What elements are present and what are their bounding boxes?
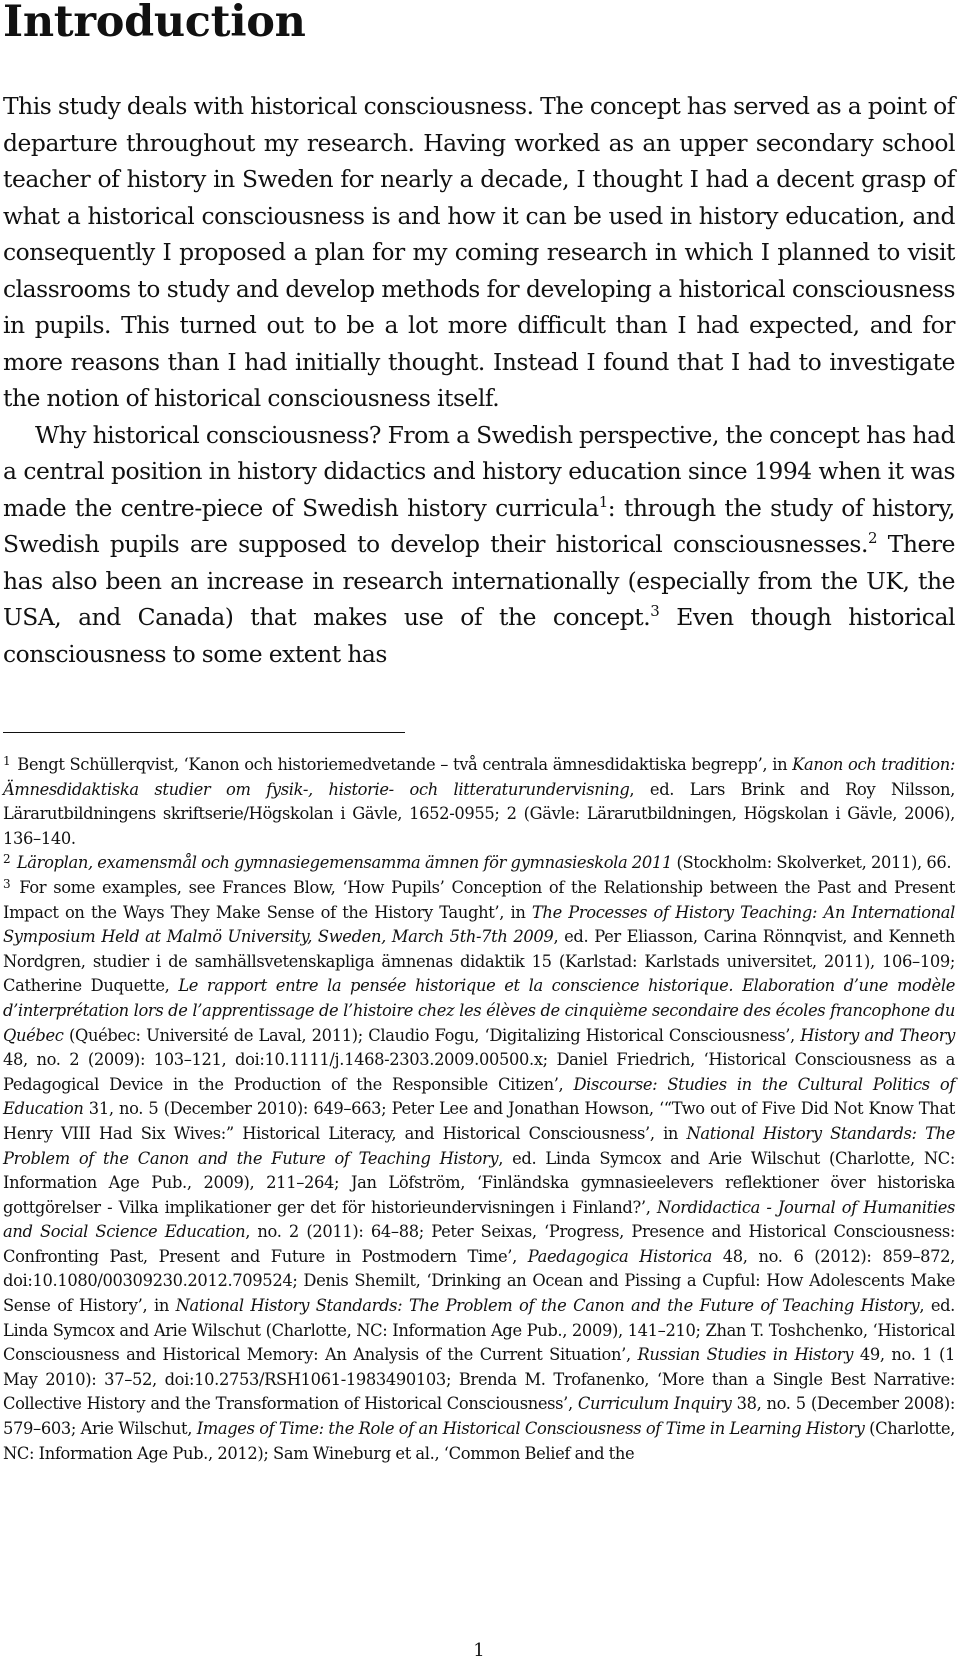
footnote-1	[3, 753, 955, 851]
footnote-reference: 3	[650, 602, 660, 620]
footnote-reference: 1	[598, 492, 608, 511]
footnote-number: 3	[3, 876, 11, 891]
paragraph	[3, 88, 955, 417]
footnote-number: 2	[3, 852, 11, 867]
text-run: 38, no. 5 (December 2008): 579–603; Arie Wilschut,	[3, 1394, 955, 1439]
italic-text: Nordidactica - Journal of Humanities and Social Science Education	[3, 1197, 955, 1242]
text-run: (Stockholm: Skolverket, 2011), 66.	[671, 853, 952, 873]
footnote-text	[3, 878, 955, 1463]
text-run: For some examples, see Frances Blow, ‘How Pupils’ Conception of the Relationship between the Past and Present Impact on the Ways They Make Sense of the History Taught’, in	[3, 877, 955, 922]
text-run: (Charlotte, NC: Information Age Pub., 2012); Sam Wineburg et al., ‘Common Belief and the	[3, 1419, 955, 1463]
text-run: There has also been an increase in research internationally (especially from the UK, the USA, and Canada) that makes use of the concept.	[3, 530, 955, 631]
chapter-heading: Introduction	[3, 0, 306, 47]
footnote-number: 1	[3, 754, 11, 768]
text-run: Bengt Schüllerqvist, ‘Kanon och historiemedvetande – två centrala ämnesdidaktiska begrepp’, in	[17, 755, 793, 774]
text-run: This study deals with historical consciousness. The concept has served as a point of departure throughout my research. Having worked as an upper secondary school teacher of history in Sweden for nearly a decade, I thought I had a decent grasp of what a historical consciousness is and how it can be used in history education, and consequently I proposed a plan for my coming research in which I planned to visit classrooms to study and develop methods for developing a historical consciousness in pupils. This turned out to be a lot more difficult than I had expected, and for more reasons than I had initially thought. Instead I found that I had to investigate the notion of historical consciousness itself.	[3, 92, 956, 412]
body-text	[3, 88, 955, 672]
text-run: Why historical consciousness? From a Swedish perspective, the concept has had a central position in history didactics and history education since 1994 when it was made the centre-piece of Swedish history curricula	[3, 420, 955, 522]
italic-text: Russian Studies in History	[637, 1345, 854, 1365]
text-run: (Québec: Université de Laval, 2011); Claudio Fogu, ‘Digitalizing Historical Consciousness’,	[63, 1025, 801, 1045]
footnote-text	[17, 853, 951, 872]
footnotes	[3, 753, 955, 1466]
text-run: , ed. Lars Brink and Roy Nilsson, Lärarutbildningens skriftserie/Högskolan i Gävle, 1652-0955; 2 (Gävle: Lärarutbildningen, Högskolan i Gävle, 2006), 136–140.	[3, 779, 955, 848]
text-run: : through the study of history, Swedish pupils are supposed to develop their historical consciousnesses.	[3, 493, 955, 558]
document-page	[3, 0, 955, 1667]
text-run: 49, no. 1 (1 May 2010): 37–52, doi:10.2753/RSH1061-1983490103; Brenda M. Trofanenko, ‘More than a Single Best Narrative: Collective History and the Transformation of Historical Consciousness’,	[3, 1345, 955, 1414]
text-run: 48, no. 2 (2009): 103–121, doi:10.1111/j.1468-2303.2009.00500.x; Daniel Friedrich, ‘Historical Consciousness as a Pedagogical Device in the Production of the Responsible Citizen’,	[3, 1050, 955, 1094]
page-number: 1	[473, 1640, 485, 1661]
text-run: , ed. Linda Symcox and Arie Wilschut (Charlotte, NC: Information Age Pub., 2009), 141–210; Zhan T. Toshchenko, ‘Historical Consciousness and Historical Memory: An Analysis of the Current Situation’,	[3, 1296, 955, 1365]
text-run: , ed. Per Eliasson, Carina Rönnqvist, and Kenneth Nordgren, studier i de samhällsvetenskapliga ämnenas didaktik 15 (Karlstad: Karlstads universitet, 2011), 106–109; Catherine Duquette,	[3, 927, 955, 996]
text-run: , ed. Linda Symcox and Arie Wilschut (Charlotte, NC: Information Age Pub., 2009), 211–264; Jan Löfström, ‘Finländska gymnasieelevers reflektioner över historiska gottgörelser - Vilka implikationer ger det för historieundervisningen i Finland?’,	[3, 1148, 956, 1217]
footnote-2	[3, 851, 955, 876]
footnote-separator	[3, 732, 405, 733]
footnote-3	[3, 876, 955, 1466]
italic-text: Le rapport entre la pensée historique et la conscience historique. Elaboration d’une modèle d’interprétation lors de l’apprentissage de l’histoire chez les élèves de cinquième secondaire des écoles francophone du Québec	[3, 976, 955, 1045]
italic-text: Curriculum Inquiry	[577, 1394, 732, 1414]
text-run: Even though historical consciousness to some extent has	[3, 603, 955, 668]
footnote-text	[3, 755, 955, 848]
italic-text: Paedagogica Historica	[527, 1246, 712, 1266]
italic-text: The Processes of History Teaching: An International Symposium Held at Malmö University, Sweden, March 5th-7th 2009	[3, 902, 955, 947]
italic-text: National History Standards: The Problem of the Canon and the Future of Teaching History	[3, 1123, 956, 1168]
text-run: , no. 2 (2011): 64–88; Peter Seixas, ‘Progress, Presence and Historical Consciousness: Confronting Past, Present and Future in Postmodern Time’,	[3, 1222, 955, 1266]
italic-text: National History Standards: The Problem of the Canon and the Future of Teaching History	[175, 1296, 920, 1316]
italic-text: Images of Time: the Role of an Historical Consciousness of Time in Learning History	[196, 1419, 865, 1439]
italic-text: Discourse: Studies in the Cultural Politics of Education	[3, 1074, 956, 1119]
footnote-reference: 2	[867, 529, 878, 547]
text-run: 48, no. 6 (2012): 859–872, doi:10.1080/00309230.2012.709524; Denis Shemilt, ‘Drinking an Ocean and Pissing a Cupful: How Adolescents Make Sense of History’, in	[3, 1246, 955, 1316]
italic-text: Läroplan, examensmål och gymnasiegemensamma ämnen för gymnasieskola 2011	[16, 853, 672, 873]
paragraph	[3, 417, 955, 673]
text-run: 31, no. 5 (December 2010): 649–663; Peter Lee and Jonathan Howson, ‘“Two out of Five Did Not Know That Henry VIII Had Six Wives:” Historical Literacy, and Historical Consciousness’, in	[3, 1099, 955, 1143]
italic-text: Kanon och tradition: Ämnesdidaktiska studier om fysik-, historie- och litteraturundervisning	[3, 755, 955, 799]
italic-text: History and Theory	[800, 1025, 955, 1045]
